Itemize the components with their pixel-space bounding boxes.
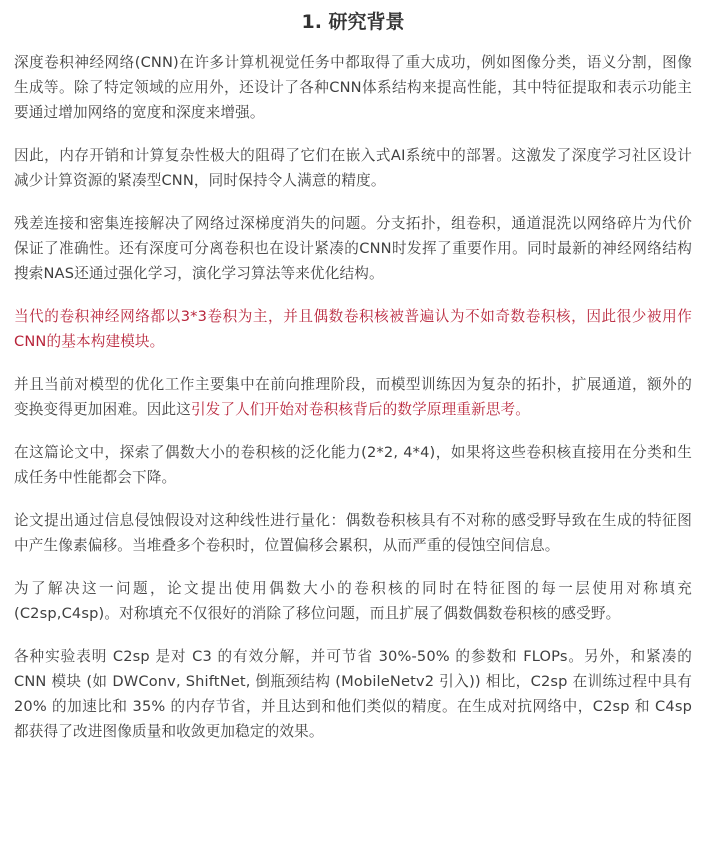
paragraph-training-highlight: 引发了人们开始对卷积核背后的数学原理重新思考。	[190, 401, 531, 418]
paragraph-experiments: 各种实验表明 C2sp 是对 C3 的有效分解，并可节省 30%-50% 的参数和 FLOPs。另外，和紧凑的 CNN 模块 (如 DWConv, ShiftNet, 倒瓶颈结构 (MobileNetv2 引入)) 相比，C2sp 在训练过程中具有 20% 的加速比和 35% 的内存节省，并且达到和他们类似的精度。在生成对抗网络中，C2sp 和 C4sp 都获得了改进图像质量和收敛更加稳定的效果。	[14, 648, 692, 740]
paragraph-symmetric-padding: 为了解决这一问题，论文提出使用偶数大小的卷积核的同时在特征图的每一层使用对称填充(C2sp,C4sp)。对称填充不仅很好的消除了移位问题，而且扩展了偶数偶数卷积核的感受野。	[14, 580, 692, 622]
paragraph-training-text: 并且当前对模型的优化工作主要集中在前向推理阶段，而模型训练因为复杂的拓扑，扩展通道，额外的变换变得更加困难。因此这	[14, 376, 692, 418]
paragraph-highlight-3x3: 当代的卷积神经网络都以3*3卷积为主，并且偶数卷积核被普遍认为不如奇数卷积核，因此很少被用作CNN的基本构建模块。	[14, 308, 692, 350]
paragraph-architectures: 残差连接和密集连接解决了网络过深梯度消失的问题。分支拓扑，组卷积，通道混洗以网络碎片为代价保证了准确性。还有深度可分离卷积也在设计紧凑的CNN时发挥了重要作用。同时最新的神经网络结构搜索NAS还通过强化学习，演化学习算法等来优化结构。	[14, 215, 692, 282]
paragraph-training	[14, 372, 692, 422]
paragraph-intro: 深度卷积神经网络(CNN)在许多计算机视觉任务中都取得了重大成功，例如图像分类，语义分割，图像生成等。除了特定领域的应用外，还设计了各种CNN体系结构来提高性能，其中特征提取和表示功能主要通过增加网络的宽度和深度来增强。	[14, 54, 692, 121]
section-title: 1. 研究背景	[301, 11, 405, 33]
paragraph-erosion: 论文提出通过信息侵蚀假设对这种线性进行量化：偶数卷积核具有不对称的感受野导致在生成的特征图中产生像素偏移。当堆叠多个卷积时，位置偏移会累积，从而严重的侵蚀空间信息。	[14, 512, 692, 554]
paragraph-even-kernels: 在这篇论文中，探索了偶数大小的卷积核的泛化能力(2*2, 4*4)，如果将这些卷积核直接用在分类和生成任务中性能都会下降。	[14, 444, 692, 486]
paragraph-deployment: 因此，内存开销和计算复杂性极大的阻碍了它们在嵌入式AI系统中的部署。这激发了深度学习社区设计减少计算资源的紧凑型CNN，同时保持令人满意的精度。	[14, 147, 692, 189]
